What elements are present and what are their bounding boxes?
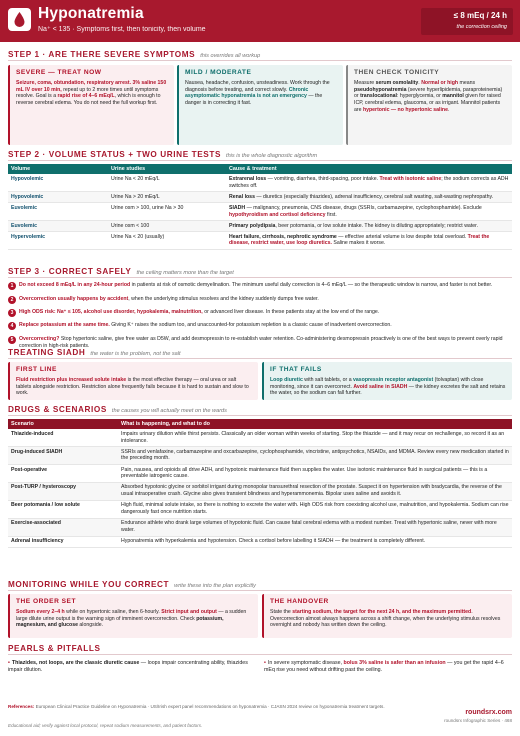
- section-note: this is the whole diagnostic algorithm: [226, 153, 318, 159]
- box-text: Fluid restriction plus increased solute intake is the most effective therapy — oral urea or salt tablets alongside restriction. Restriction alone frequently fails because it is hard to sustain and slow to work.: [16, 376, 249, 397]
- monitoring-heading: [8, 580, 512, 591]
- drugs-table: [8, 419, 512, 548]
- volume-cell: Euvolemic: [8, 203, 108, 221]
- box-title: FIRST LINE: [16, 366, 57, 373]
- section-title: STEP 2 · VOLUME STATUS + TWO URINE TESTS: [8, 150, 222, 159]
- step2-heading: [8, 150, 512, 161]
- volume-table: [8, 164, 512, 250]
- first-line-box: [8, 362, 258, 400]
- box-title: MILD / MODERATE: [185, 69, 252, 76]
- header-banner: [0, 0, 520, 42]
- brand-link[interactable]: roundsrx.com: [465, 709, 512, 716]
- drop-logo-icon: [8, 8, 31, 31]
- ceiling-caption: the correction ceiling: [456, 23, 507, 30]
- section-title: DRUGS & SCENARIOS: [8, 405, 107, 414]
- drugs-heading: [8, 405, 512, 416]
- pearl-left: • Thiazides, not loops, are the classic diuretic cause — loops impair concentrating ability, thiazides impair dilution.: [8, 660, 248, 673]
- step3-item: [8, 282, 512, 289]
- table-row: [8, 174, 512, 191]
- handover-box: [262, 594, 512, 638]
- scenario-detail-cell: Absorbed hypotonic glycine or sorbitol irrigant during monopolar transurethral resection of the prostate. Suspect it on hypertension with bradycardia, the reverse of the usual intraoperative crash. Glycine also gives transient blindness and hyperammonemia. Bipolar uses saline and avoids it.: [118, 482, 512, 500]
- table-row: [8, 464, 512, 482]
- step1-heading: [8, 50, 512, 61]
- cause-cell: Heart failure, cirrhosis, nephrotic syndrome — effective arterial volume is low despite total overload. Treat the disease, restrict water, use loop diuretics. Saline makes it worse.: [226, 232, 512, 250]
- cause-cell: SIADH — malignancy, pneumonia, CNS disease, drugs (SSRIs, carbamazepine, cyclophosphamide). Exclude hypothyroidism and cortisol deficiency first.: [226, 203, 512, 221]
- step-number-badge: 4: [8, 322, 16, 330]
- step-text: Overcorrection usually happens by accident, when the underlying stimulus resolves and the kidney suddenly dumps free water.: [19, 296, 319, 302]
- mild-box: [177, 65, 343, 145]
- scenario-cell: Post-TURP / hysteroscopy: [8, 482, 118, 500]
- column-header: Urine studies: [108, 164, 226, 174]
- box-title: THE HANDOVER: [270, 598, 329, 605]
- step-number-badge: 2: [8, 296, 16, 304]
- volume-cell: Hypovolemic: [8, 192, 108, 203]
- table-row: [8, 192, 512, 203]
- if-fails-box: [262, 362, 512, 400]
- ceiling-badge: [421, 8, 513, 35]
- box-text: Measure serum osmolality. Normal or high means pseudohyponatremia (severe hyperlipidemia, paraproteinemia) or translocational: hyperglycemia, or mannitol given for raised ICP, cerebral edema, glaucoma, or as irrigant. Mannitol patients are hypertonic — no hypertonic saline.: [354, 79, 503, 114]
- scenario-cell: Beer potomania / low solute: [8, 500, 118, 518]
- urine-cell: Urine osm < 100: [108, 220, 226, 231]
- column-header: Cause & treatment: [226, 164, 512, 174]
- table-row: [8, 220, 512, 231]
- urine-cell: Urine osm > 100, urine Na > 30: [108, 203, 226, 221]
- step-number-badge: 1: [8, 282, 16, 290]
- section-title: MONITORING WHILE YOU CORRECT: [8, 580, 170, 589]
- box-title: THE ORDER SET: [16, 598, 76, 605]
- scenario-cell: Drug-induced SIADH: [8, 447, 118, 465]
- table-row: [8, 518, 512, 536]
- step3-heading: [8, 267, 512, 278]
- box-title: THEN CHECK TONICITY: [354, 69, 440, 76]
- scenario-cell: Thiazide-induced: [8, 429, 118, 446]
- scenario-detail-cell: High fluid, minimal solute intake, so there is nothing to excrete the water with. High ODS risk from coexisting alcohol use, malnutrition, and hypokalemia. Sodium can rise dangerously fast once nutrition starts.: [118, 500, 512, 518]
- step-text: Do not exceed 8 mEq/L in any 24-hour period in patients at risk of osmotic demyelination. The minimum useful daily correction is 4–6 mEq/L — so the therapeutic window is narrow, and faster is not better.: [19, 282, 493, 288]
- scenario-detail-cell: Impairs urinary dilution while thirst persists. Classically an older woman within weeks of starting. Stop the thiazide — and it may recur on rechallenge, so record it as an intolerance.: [118, 429, 512, 446]
- ceiling-value: ≤ 8 mEq / 24 h: [453, 11, 507, 20]
- box-title: SEVERE — TREAT NOW: [16, 69, 102, 76]
- cause-cell: Primary polydipsia, beer potomania, or low solute intake. The kidney is diluting appropriately; restrict water.: [226, 220, 512, 231]
- urine-cell: Urine Na < 20 (usually): [108, 232, 226, 250]
- box-text: Loop diuretic with salt tablets, or a vasopressin receptor antagonist (tolvaptan) with close monitoring, since it can overcorrect. Avoid saline in SIADH — the kidney excretes the salt and retains the water, so the sodium can fall further.: [270, 376, 506, 397]
- step-number-badge: 3: [8, 309, 16, 317]
- table-row: [8, 203, 512, 221]
- tonicity-box: [346, 65, 512, 145]
- urine-cell: Urine Na > 20 mEq/L: [108, 192, 226, 203]
- section-title: PEARLS & PITFALLS: [8, 644, 101, 653]
- scenario-detail-cell: SSRIs and venlafaxine, carbamazepine and oxcarbazepine, cyclophosphamide, vincristine, antipsychotics, NSAIDs, and MDMA. Review every new medication started in the preceding month.: [118, 447, 512, 465]
- column-header: Scenario: [8, 419, 118, 429]
- scenario-cell: Exercise-associated: [8, 518, 118, 536]
- column-header: What is happening, and what to do: [118, 419, 512, 429]
- scenario-detail-cell: Hyponatremia with hyperkalemia and hypotension. Check a cortisol before labelling it SIADH — the treatment is completely different.: [118, 536, 512, 547]
- section-note: the causes you will actually meet on the wards: [111, 408, 227, 414]
- siadh-heading: [8, 348, 512, 359]
- cause-cell: Extrarenal loss — vomiting, diarrhea, third-spacing, poor intake. Treat with isotonic saline; the sodium corrects as ADH switches off.: [226, 174, 512, 191]
- section-note: the ceiling matters more than the target: [136, 270, 234, 276]
- volume-cell: Hypovolemic: [8, 174, 108, 191]
- section-note: this overrides all workup: [200, 53, 261, 59]
- table-row: [8, 536, 512, 547]
- section-note: write these into the plan explicitly: [174, 583, 256, 589]
- column-header: Volume: [8, 164, 108, 174]
- pearls-heading: [8, 644, 512, 655]
- severe-box: [8, 65, 174, 145]
- order-set-box: [8, 594, 258, 638]
- section-title: STEP 1 · ARE THERE SEVERE SYMPTOMS: [8, 50, 196, 59]
- volume-cell: Euvolemic: [8, 220, 108, 231]
- scenario-detail-cell: Endurance athlete who drank large volumes of hypotonic fluid. Can cause fatal cerebral edema with a modest number. Treat with hypertonic saline, never with more water.: [118, 518, 512, 536]
- step-text: Overcorrecting? Stop hypertonic saline, give free water as D5W, and add desmopressin to re-establish water retention. Co-administering desmopressin proactively is one of the best ways to prevent overly rapid correction in high-risk patients.: [19, 336, 503, 349]
- section-note: the water is the problem, not the salt: [90, 351, 181, 357]
- box-text: Nausea, headache, confusion, unsteadiness. Work through the diagnosis before treating, and correct slowly. Chronic asymptomatic hyponatremia is not an emergency — the danger is in correcting it fast.: [185, 79, 330, 107]
- section-title: TREATING SIADH: [8, 348, 86, 357]
- cause-cell: Renal loss — diuretics (especially thiazides), adrenal insufficiency, cerebral salt wasting, salt-wasting nephropathy.: [226, 192, 512, 203]
- box-text: Seizure, coma, obtundation, respiratory arrest. 3% saline 150 mL IV over 10 min, repeat up to 2 more times until symptoms resolve. Goal is a rapid rise of 4–6 mEq/L, which is enough to reverse cerebral edema. You do not need the full workup first.: [16, 79, 167, 107]
- scenario-cell: Adrenal insufficiency: [8, 536, 118, 547]
- table-row: [8, 429, 512, 446]
- step-number-badge: 5: [8, 336, 16, 344]
- table-row: [8, 232, 512, 250]
- box-text: Sodium every 2–4 h while on hypertonic saline, then 6-hourly. Strict input and output — a sudden large dilute urine output is the warning sign of imminent overcorrection. Check potassium, magnesium, and glucose alongside.: [16, 608, 247, 629]
- urine-cell: Urine Na < 20 mEq/L: [108, 174, 226, 191]
- table-row: [8, 447, 512, 465]
- step-text: Replace potassium at the same time. Giving K⁺ raises the sodium too, and unaccounted-for potassium repletion is a classic cause of inadvertent overcorrection.: [19, 322, 392, 328]
- page-subtitle: Na⁺ < 135 · Symptoms first, then tonicity, then volume: [38, 26, 206, 33]
- step3-item: [8, 309, 512, 316]
- scenario-cell: Post-operative: [8, 464, 118, 482]
- step3-item: [8, 322, 512, 329]
- volume-cell: Hypervolemic: [8, 232, 108, 250]
- section-title: STEP 3 · CORRECT SAFELY: [8, 267, 132, 276]
- pearl-right: • In severe symptomatic disease, bolus 3% saline is safer than an infusion — you get the rapid 4–6 mEq rise you need without drifting past the ceiling.: [264, 660, 504, 673]
- step-text: High ODS risk: Na⁺ ≤ 105, alcohol use disorder, hypokalemia, malnutrition, or advanced liver disease. In these patients stay at the low end of the range.: [19, 309, 380, 315]
- table-row: [8, 500, 512, 518]
- references: References: European Clinical Practice Guideline on Hyponatremia · US/Irish expert panel recommendations on hyponatremia · CJASN 2024 review on hyponatremia treatment targets.: [8, 704, 385, 709]
- box-title: IF THAT FAILS: [270, 366, 322, 373]
- series-label: roundsrx Infographic Series · 468: [444, 718, 512, 723]
- disclaimer: Educational aid; verify against local protocol, repeat sodium measurements, and patient factors.: [8, 723, 203, 728]
- page-title: Hyponatremia: [38, 5, 144, 22]
- scenario-detail-cell: Pain, nausea, and opioids all drive ADH, and hypotonic maintenance fluid then supplies the water. Use isotonic maintenance fluid in surgical patients — this is a preventable iatrogenic cause.: [118, 464, 512, 482]
- table-row: [8, 482, 512, 500]
- box-text: State the starting sodium, the target for the next 24 h, and the maximum permitted. Overcorrection almost always happens across a shift change, when the underlying stimulus resolves overnight and nobody has written down the ceiling.: [270, 608, 501, 629]
- step3-item: [8, 296, 512, 303]
